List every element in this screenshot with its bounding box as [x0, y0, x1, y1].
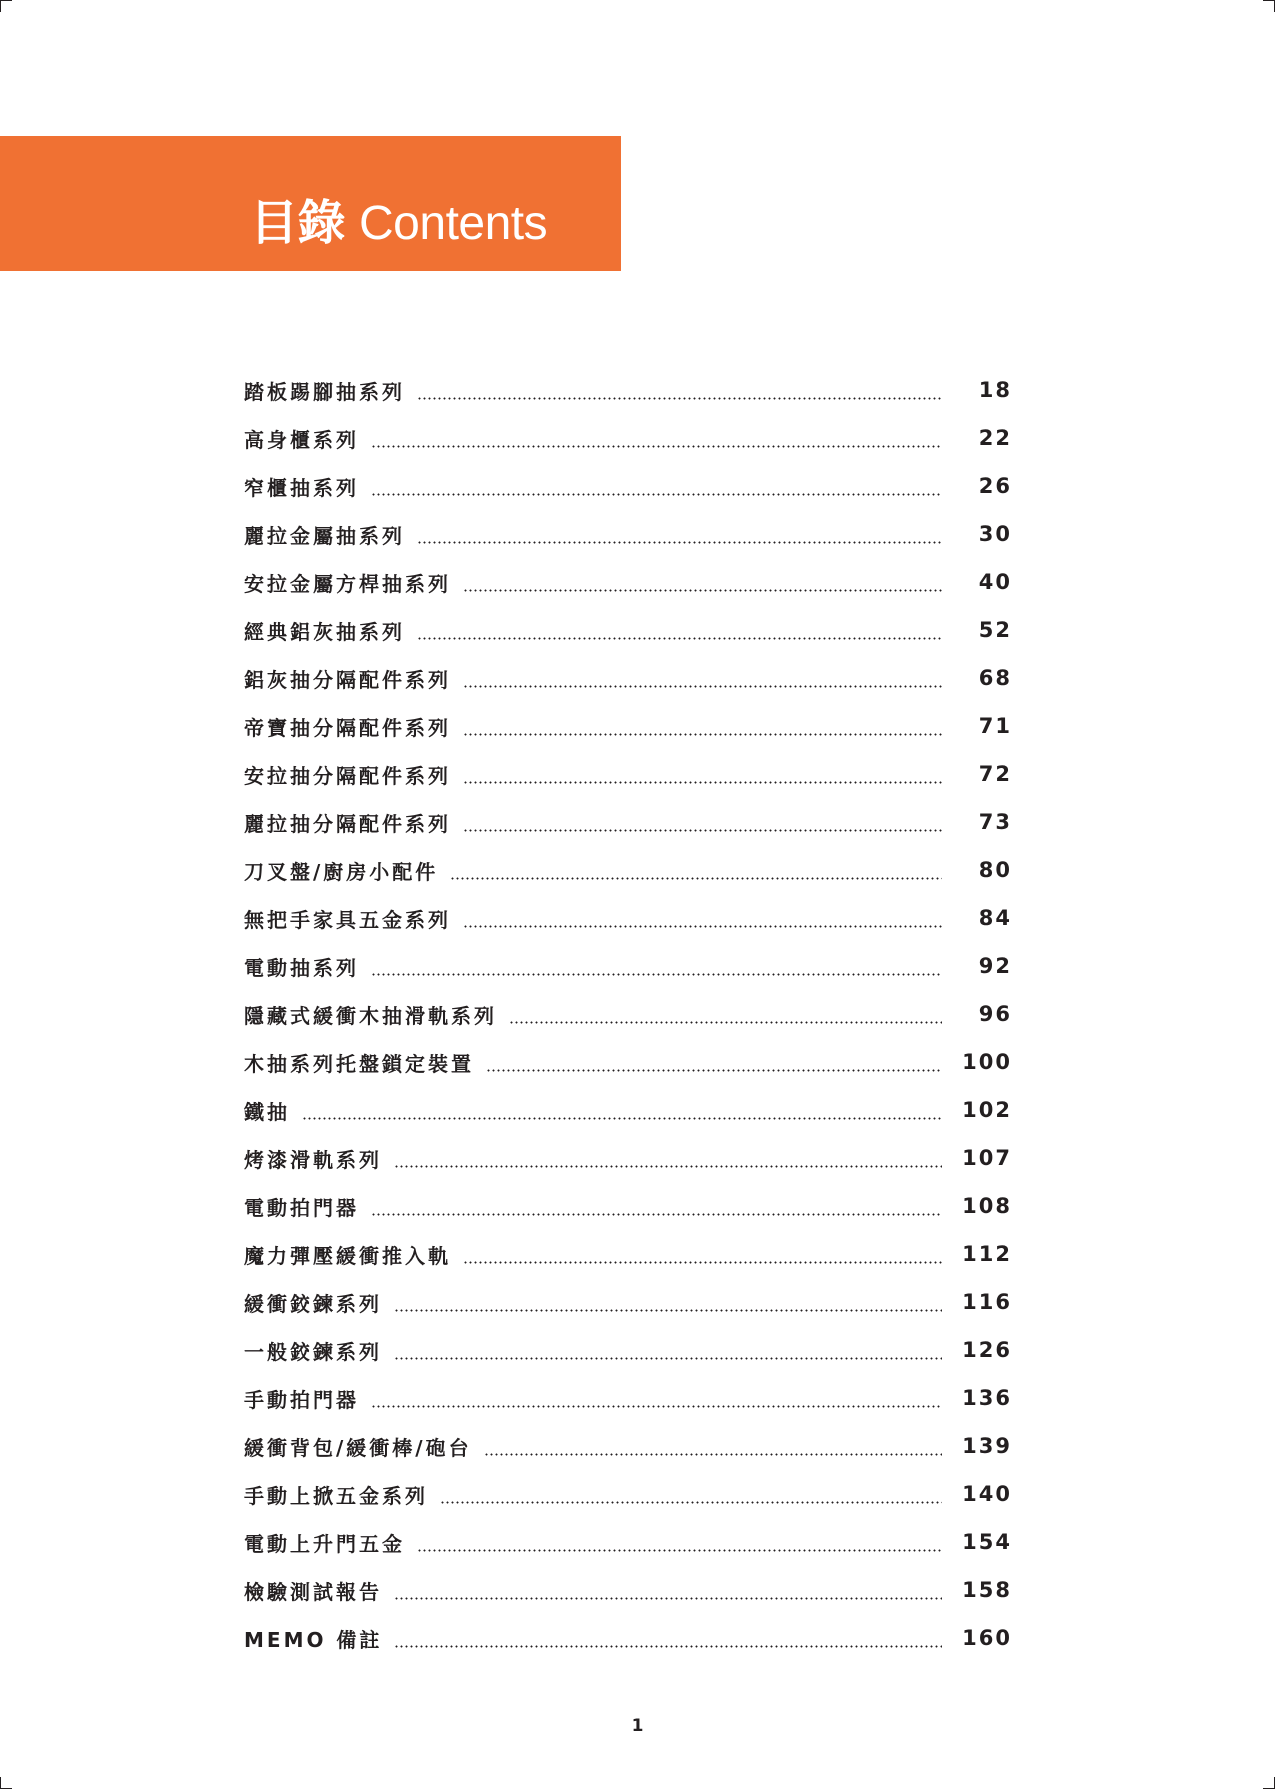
dot-leader: [417, 536, 942, 544]
dot-leader: [417, 632, 942, 640]
toc-entry[interactable]: [244, 1182, 1012, 1230]
toc-entry-label: 檢驗測試報告: [244, 1579, 382, 1604]
toc-entry-page-number: 40: [978, 570, 1012, 594]
toc-entry[interactable]: [244, 1518, 1012, 1566]
page-title-cjk: 目錄: [250, 195, 346, 251]
toc-entry-page-number: 22: [978, 426, 1012, 450]
toc-entry-label: 安拉抽分隔配件系列: [244, 763, 451, 788]
dot-leader: [463, 584, 942, 592]
dot-leader: [509, 1016, 942, 1024]
dot-leader: [484, 1448, 942, 1456]
toc-entry[interactable]: [244, 606, 1012, 654]
toc-entry-label: 無把手家具五金系列: [244, 907, 451, 932]
dot-leader: [371, 488, 942, 496]
toc-entry[interactable]: [244, 1374, 1012, 1422]
toc-entry[interactable]: [244, 366, 1012, 414]
toc-entry[interactable]: [244, 1566, 1012, 1614]
toc-entry-label: 帝寶抽分隔配件系列: [244, 715, 451, 740]
dot-leader: [394, 1304, 942, 1312]
toc-entry-page-number: 68: [978, 666, 1012, 690]
dot-leader: [450, 872, 942, 880]
toc-entry-label: 窄櫃抽系列: [244, 475, 359, 500]
toc-entry[interactable]: [244, 798, 1012, 846]
toc-entry-page-number: 139: [962, 1434, 1012, 1458]
toc-entry[interactable]: [244, 702, 1012, 750]
toc-entry-page-number: 100: [962, 1050, 1012, 1074]
toc-entry-page-number: 18: [978, 378, 1012, 402]
toc-entry-label: 麗拉金屬抽系列: [244, 523, 405, 548]
toc-entry-page-number: 136: [962, 1386, 1012, 1410]
toc-entry[interactable]: [244, 1086, 1012, 1134]
dot-leader: [417, 1544, 942, 1552]
dot-leader: [371, 1400, 942, 1408]
dot-leader: [463, 920, 942, 928]
toc-entry[interactable]: [244, 846, 1012, 894]
dot-leader: [371, 1208, 942, 1216]
toc-entry-page-number: 102: [962, 1098, 1012, 1122]
toc-entry[interactable]: [244, 894, 1012, 942]
dot-leader: [394, 1160, 942, 1168]
crop-mark-top-right: [1263, 0, 1275, 1]
toc-entry-label: MEMO 備註: [244, 1627, 383, 1652]
toc-entry-label: 緩衝鉸鍊系列: [244, 1291, 382, 1316]
toc-entry[interactable]: [244, 1422, 1012, 1470]
toc-entry-label: 高身櫃系列: [244, 427, 359, 452]
toc-entry-page-number: 92: [978, 954, 1012, 978]
toc-entry[interactable]: [244, 558, 1012, 606]
dot-leader: [463, 680, 942, 688]
toc-entry-label: 電動拍門器: [244, 1195, 359, 1220]
page-title: [250, 184, 547, 253]
toc-entry-page-number: 154: [962, 1530, 1012, 1554]
toc-entry-label: 麗拉抽分隔配件系列: [244, 811, 451, 836]
toc-entry[interactable]: [244, 414, 1012, 462]
table-of-contents: [244, 366, 1012, 1662]
toc-entry-page-number: 71: [978, 714, 1012, 738]
toc-entry-page-number: 52: [978, 618, 1012, 642]
toc-entry[interactable]: [244, 510, 1012, 558]
toc-entry-page-number: 80: [978, 858, 1012, 882]
toc-entry[interactable]: [244, 1038, 1012, 1086]
dot-leader: [486, 1064, 942, 1072]
toc-entry-page-number: 158: [962, 1578, 1012, 1602]
toc-entry-label: 手動上掀五金系列: [244, 1483, 428, 1508]
toc-entry-page-number: 160: [962, 1626, 1012, 1650]
toc-entry-label: 隱藏式緩衝木抽滑軌系列: [244, 1003, 497, 1028]
dot-leader: [394, 1352, 942, 1360]
dot-leader: [463, 1256, 942, 1264]
crop-mark-top-left: [0, 0, 1, 12]
dot-leader: [417, 392, 942, 400]
dot-leader: [463, 776, 942, 784]
toc-entry-label: 經典鋁灰抽系列: [244, 619, 405, 644]
toc-entry-page-number: 73: [978, 810, 1012, 834]
page-number: 1: [631, 1716, 644, 1736]
toc-entry-page-number: 107: [962, 1146, 1012, 1170]
toc-entry-label: 安拉金屬方桿抽系列: [244, 571, 451, 596]
toc-entry-label: 電動上升門五金: [244, 1531, 405, 1556]
toc-entry-page-number: 84: [978, 906, 1012, 930]
dot-leader: [440, 1496, 942, 1504]
toc-entry[interactable]: [244, 1278, 1012, 1326]
toc-entry-label: 踏板踢腳抽系列: [244, 379, 405, 404]
toc-entry-label: 烤漆滑軌系列: [244, 1147, 382, 1172]
toc-entry-label: 電動抽系列: [244, 955, 359, 980]
toc-entry-label: 木抽系列托盤鎖定裝置: [244, 1051, 474, 1076]
toc-entry[interactable]: [244, 942, 1012, 990]
toc-entry-page-number: 72: [978, 762, 1012, 786]
toc-entry-label: 魔力彈壓緩衝推入軌: [244, 1243, 451, 1268]
toc-entry-label: 刀叉盤/廚房小配件: [244, 859, 439, 884]
toc-entry-page-number: 96: [978, 1002, 1012, 1026]
dot-leader: [394, 1640, 942, 1648]
page-title-en: Contents: [359, 197, 548, 250]
toc-entry-page-number: 26: [978, 474, 1012, 498]
toc-entry[interactable]: [244, 990, 1012, 1038]
toc-entry[interactable]: [244, 1134, 1012, 1182]
toc-entry-page-number: 116: [962, 1290, 1012, 1314]
toc-entry-page-number: 112: [962, 1242, 1012, 1266]
toc-entry[interactable]: [244, 750, 1012, 798]
toc-entry-label: 鐵抽: [244, 1099, 290, 1124]
toc-entry-page-number: 108: [962, 1194, 1012, 1218]
toc-entry[interactable]: [244, 1230, 1012, 1278]
dot-leader: [463, 824, 942, 832]
toc-entry[interactable]: [244, 462, 1012, 510]
toc-entry[interactable]: [244, 1614, 1012, 1662]
toc-entry-label: 一般鉸鍊系列: [244, 1339, 382, 1364]
toc-entry-label: 手動拍門器: [244, 1387, 359, 1412]
toc-entry-label: 緩衝背包/緩衝棒/砲台: [244, 1435, 472, 1460]
toc-entry-page-number: 140: [962, 1482, 1012, 1506]
toc-entry-label: 鋁灰抽分隔配件系列: [244, 667, 451, 692]
toc-entry[interactable]: [244, 1326, 1012, 1374]
toc-entry[interactable]: [244, 654, 1012, 702]
crop-mark-top-left: [0, 0, 12, 1]
toc-entry-page-number: 30: [978, 522, 1012, 546]
dot-leader: [463, 728, 942, 736]
dot-leader: [302, 1112, 942, 1120]
dot-leader: [394, 1592, 942, 1600]
toc-entry[interactable]: [244, 1470, 1012, 1518]
dot-leader: [371, 968, 942, 976]
dot-leader: [371, 440, 942, 448]
toc-entry-page-number: 126: [962, 1338, 1012, 1362]
